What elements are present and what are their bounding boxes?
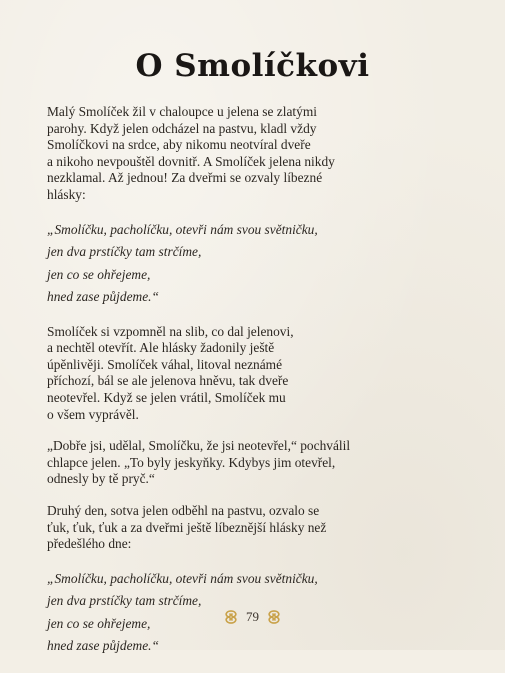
- text-line: a nechtěl otevřít. Ale hlásky žadonily ještě: [47, 340, 275, 356]
- text-line: ťuk, ťuk, ťuk a za dveřmi ještě líbeznější hlásky než: [47, 519, 327, 535]
- story-text: [47, 104, 365, 673]
- paragraph-4: [47, 503, 365, 553]
- paragraph-1: [47, 104, 365, 204]
- verse-line: jen co se ohřejeme,: [47, 615, 151, 631]
- text-line: neotevřel. Když se jelen vrátil, Smolíček mu: [47, 389, 286, 405]
- text-line: a nikoho nevpouštěl dovnitř. A Smolíček jelena nikdy: [47, 153, 335, 169]
- text-line: „Dobře jsi, udělal, Smolíčku, že jsi neotevřel,“ pochválil: [47, 438, 351, 454]
- text-line: nezklamal. Až jednou! Za dveřmi se ozvaly líbezné: [47, 170, 323, 186]
- verse-line: hned zase půjdeme.“: [47, 289, 159, 305]
- text-line: Smolíčkovi na srdce, aby nikomu neotvíral dveře: [47, 137, 311, 153]
- verse-line: „Smolíčku, pacholíčku, otevři nám svou světničku,: [47, 570, 318, 586]
- verse-line: jen dva prstíčky tam strčíme,: [47, 593, 202, 609]
- text-line: Druhý den, sotva jelen odběhl na pastvu, ozvalo se: [47, 502, 320, 518]
- page-title: O Smolíčkovi: [135, 48, 370, 84]
- text-line: hlásky:: [47, 186, 86, 202]
- text-line: úpěnlivěji. Smolíček váhal, litoval neznámé: [47, 356, 283, 372]
- ornament-right-icon: [265, 609, 283, 625]
- verse-line: jen dva prstíčky tam strčíme,: [47, 244, 202, 260]
- text-line: parohy. Když jelen odcházel na pastvu, kladl vždy: [47, 120, 317, 136]
- text-line: předešlého dne:: [47, 536, 132, 552]
- ornament-left-icon: [222, 609, 240, 625]
- text-line: odnesly by tě pryč.“: [47, 471, 155, 487]
- text-line: Malý Smolíček žil v chaloupce u jelena se zlatými: [47, 104, 317, 119]
- text-line: chlapce jelen. „To byly jeskyňky. Kdybys jim otevřel,: [47, 454, 336, 470]
- page-number: 79: [246, 609, 259, 625]
- verse-line: hned zase půjdeme.“: [47, 638, 159, 654]
- paragraph-2: [47, 324, 365, 424]
- verse-line: „Smolíčku, pacholíčku, otevři nám svou světničku,: [47, 221, 318, 237]
- page-footer: [0, 608, 505, 625]
- verse-1: [47, 219, 365, 309]
- paragraph-3: [47, 438, 365, 488]
- verse-line: jen co se ohřejeme,: [47, 266, 151, 282]
- text-line: Smolíček si vzpomněl na slib, co dal jelenovi,: [47, 323, 294, 339]
- text-line: o všem vyprávěl.: [47, 406, 139, 422]
- text-line: příchozí, bál se ale jelenova hněvu, tak dveře: [47, 373, 289, 389]
